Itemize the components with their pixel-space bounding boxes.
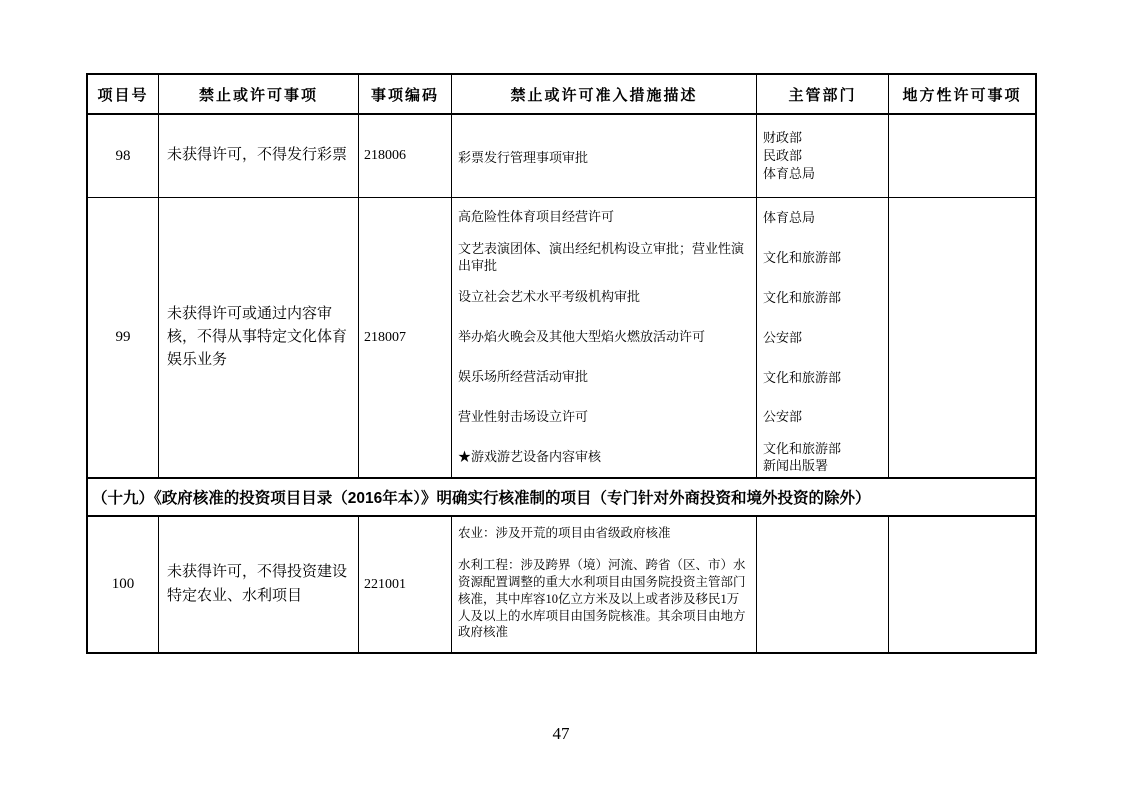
department-name: 民政部 [763,147,803,163]
department-entry [757,238,888,278]
row98-project-number: 98 [88,115,159,198]
table-row-98 [88,115,1035,198]
row100-prohibited-item: 未获得许可，不得投资建设特定农业、水利项目 [159,517,359,652]
measure-description: 娱乐场所经营活动审批 [458,368,589,384]
department-name: 文化和旅游部 [763,250,842,266]
department-entry [757,437,888,477]
department-name: 公安部 [763,409,803,425]
measure-description: 水利工程：涉及跨界（境）河流、跨省（区、市）水资源配置调整的重大水利项目由国务院投资主管部门核准，其中库容10亿立方米及以上或者涉及移民1万人及以上的水库项目由国务院核准。其余项目由地方政府核准 [458,557,746,640]
department-entry [757,357,888,397]
department-name: 文化和旅游部 [763,289,842,305]
measure-description: ★游戏游艺设备内容审核 [458,448,602,464]
row99-departments [757,198,889,478]
row99-measure-descriptions [452,198,757,478]
department-entry [757,278,888,318]
department-name: 文化和旅游部 [763,369,842,385]
row99-local-permission [889,198,1035,478]
row99-prohibited-item: 未获得许可或通过内容审核，不得从事特定文化体育娱乐业务 [159,198,359,478]
department-name: 公安部 [763,329,803,345]
department-entry [757,318,888,358]
row98-departments [757,115,889,198]
row98-item-code: 218006 [359,115,452,198]
department-name: 财政部 [763,129,803,145]
department-entry [757,397,888,437]
row98-measure-description: 彩票发行管理事项审批 [452,115,757,198]
department-entry [757,198,888,238]
row99-project-number: 99 [88,198,159,478]
row100-measure-descriptions [452,517,757,652]
header-competent-department: 主管部门 [757,75,889,115]
header-item-code: 事项编码 [359,75,452,115]
row98-prohibited-item: 未获得许可，不得发行彩票 [159,115,359,198]
table-row-99 [88,198,1035,478]
header-measure-description: 禁止或许可准入措施描述 [452,75,757,115]
row99-item-code: 218007 [359,198,452,478]
measure-description: 高危险性体育项目经营许可 [458,209,615,225]
table-header-row [88,75,1035,115]
department-name: 新闻出版署 [763,458,829,474]
measure-description: 农业：涉及开荒的项目由省级政府核准 [458,526,671,540]
measure-description: 举办焰火晚会及其他大型焰火燃放活动许可 [458,329,706,345]
row100-project-number: 100 [88,517,159,652]
row100-item-code: 221001 [359,517,452,652]
department-name: 体育总局 [763,166,816,182]
measure-description: 营业性射击场设立许可 [458,408,589,424]
header-local-permission: 地方性许可事项 [889,75,1035,115]
row98-local-permission [889,115,1035,198]
measure-description: 文艺表演团体、演出经纪机构设立审批；营业性演出审批 [458,240,745,273]
page-number: 47 [552,724,570,743]
table-row-100 [88,517,1035,652]
row100-departments [757,517,889,652]
department-name: 文化和旅游部 [763,440,842,456]
section-heading-19: （十九）《政府核准的投资项目目录（2016年本）》明确实行核准制的项目（专门针对外商投资和境外投资的除外） [88,478,1035,517]
header-project-number: 项目号 [88,75,159,115]
row100-local-permission [889,517,1035,652]
department-name: 体育总局 [763,210,816,226]
prohibition-permission-table [86,73,1037,654]
header-prohibited-item: 禁止或许可事项 [159,75,359,115]
measure-description: 设立社会艺术水平考级机构审批 [458,289,641,305]
